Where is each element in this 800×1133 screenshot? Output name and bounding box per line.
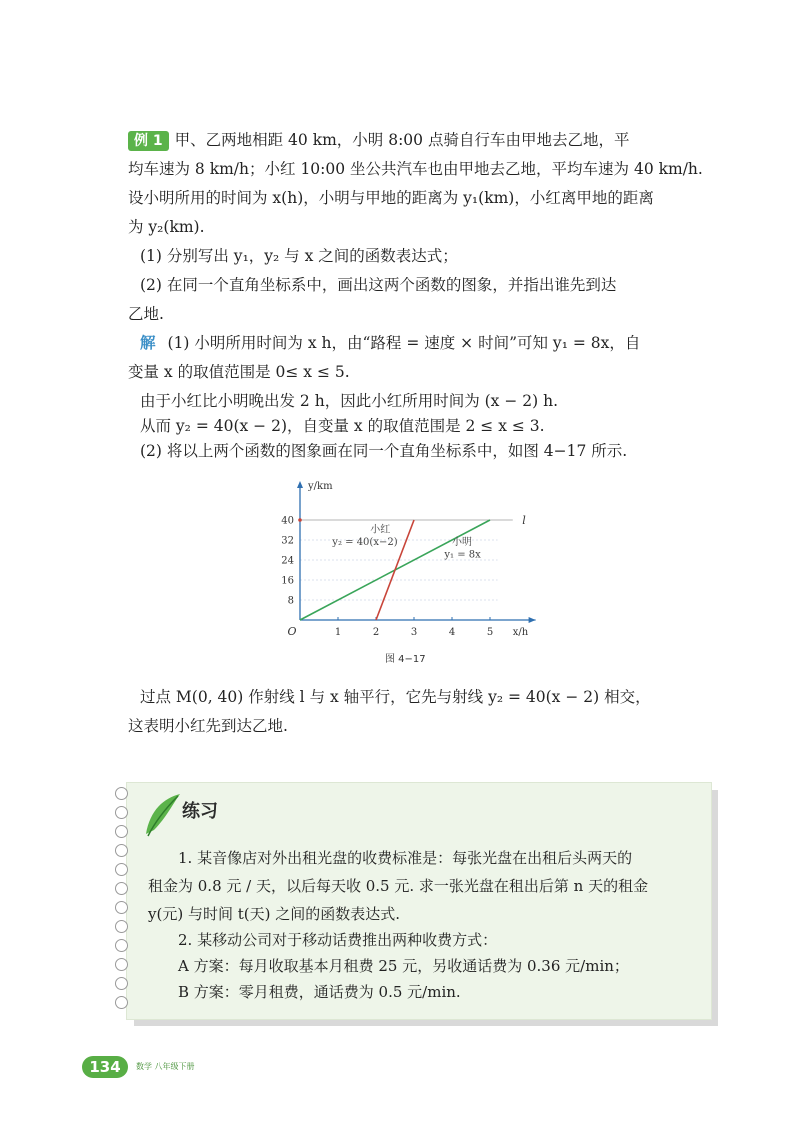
exercise-2-plan-a: A 方案：每月收取基本月租费 25 元，另收通话费为 0.36 元/min；: [178, 957, 629, 975]
question-2a: (2) 在同一个直角坐标系中，画出这两个函数的图象，并指出谁先到达: [140, 276, 617, 294]
x-tick-label: 4: [448, 627, 456, 638]
example-line-1: [128, 128, 629, 152]
x-axis-label: x/h: [512, 627, 529, 638]
binder-ring-icon: [115, 901, 128, 914]
solution-text-1: (1) 小明所用时间为 x h，由“路程 = 速度 × 时间”可知 y₁ = 8x，自: [167, 334, 641, 352]
binder-ring-icon: [115, 787, 128, 800]
figure-4-17-chart: [270, 475, 540, 645]
origin-label: O: [287, 625, 297, 638]
binder-ring-icon: [115, 996, 128, 1009]
x-axis-arrow-icon: [529, 617, 536, 623]
exercise-2-plan-b: B 方案：零月租费，通话费为 0.5 元/min.: [178, 983, 461, 1001]
binder-ring-icon: [115, 958, 128, 971]
y-tick-label: 16: [281, 575, 294, 587]
x-tick-label: 2: [372, 627, 380, 638]
exercise-title: 练习: [182, 801, 218, 822]
binder-ring-icon: [115, 825, 128, 838]
solution-line-1: [140, 331, 640, 355]
exercise-2-line-1: 2. 某移动公司对于移动话费推出两种收费方式：: [178, 931, 498, 949]
y-tick-label: 40: [281, 515, 294, 527]
example-line-2: 均车速为 8 km/h；小红 10:00 坐公共汽车也由甲地去乙地，平均车速为 40 km/h.: [128, 160, 703, 178]
example-line-3: 设小明所用的时间为 x(h)，小明与甲地的距离为 y₁(km)，小红离甲地的距离: [128, 189, 654, 207]
example-text-1: 甲、乙两地相距 40 km，小明 8:00 点骑自行车由甲地去乙地，平: [174, 131, 630, 149]
solution-line-2: 变量 x 的取值范围是 0≤ x ≤ 5.: [128, 363, 350, 381]
binder-ring-icon: [115, 806, 128, 819]
binder-ring-icon: [115, 844, 128, 857]
binder-ring-icon: [115, 882, 128, 895]
series-formula-xiaoming: y₁ = 8x: [444, 549, 481, 561]
leaf-icon: [140, 790, 184, 840]
figure-caption: 图 4−17: [385, 654, 426, 665]
series-formula-xiaohong: y₂ = 40(x−2): [332, 537, 398, 548]
exercise-1-line-3: y(元) 与时间 t(天) 之间的函数表达式.: [148, 905, 400, 923]
y-tick-label: 8: [287, 595, 294, 607]
solution-line-5: (2) 将以上两个函数的图象画在同一个直角坐标系中，如图 4−17 所示.: [140, 442, 628, 460]
exercise-1-line-2: 租金为 0.8 元 / 天，以后每天收 0.5 元. 求一张光盘在租出后第 n 天的租金: [148, 877, 649, 895]
binder-ring-icon: [115, 863, 128, 876]
y-tick-label: 32: [281, 535, 294, 547]
series-name-xiaohong: 小红: [370, 524, 391, 536]
solution-label: 解: [140, 333, 156, 352]
binder-ring-icon: [115, 920, 128, 933]
binder-ring-icon: [115, 977, 128, 990]
y-tick-label: 24: [281, 555, 294, 567]
x-tick-label: 5: [486, 627, 494, 638]
solution-line-4: 从而 y₂ = 40(x − 2)，自变量 x 的取值范围是 2 ≤ x ≤ 3.: [140, 417, 545, 435]
book-title: 数学 八年级下册: [136, 1062, 195, 1071]
ray-l-label: l: [522, 514, 526, 527]
y-axis-label: y/km: [308, 481, 333, 492]
question-1: (1) 分别写出 y₁，y₂ 与 x 之间的函数表达式；: [140, 247, 458, 265]
conclusion-line-2: 这表明小红先到达乙地.: [128, 717, 288, 735]
exercise-1-line-1: 1. 某音像店对外出租光盘的收费标准是：每张光盘在出租后头两天的: [178, 849, 633, 867]
question-2b: 乙地.: [128, 305, 164, 323]
example-line-4: 为 y₂(km).: [128, 218, 205, 236]
x-tick-label: 1: [334, 627, 342, 638]
series-name-xiaoming: 小明: [452, 537, 472, 548]
conclusion-line-1: 过点 M(0, 40) 作射线 l 与 x 轴平行，它先与射线 y₂ = 40(x − 2) 相交，: [140, 688, 651, 706]
binder-ring-icon: [115, 939, 128, 952]
point-m: [298, 518, 302, 522]
y-axis-arrow-icon: [297, 481, 303, 488]
page-number: 134: [82, 1056, 128, 1078]
example-badge: 例 1: [128, 131, 169, 151]
x-tick-label: 3: [410, 627, 418, 638]
solution-line-3: 由于小红比小明晚出发 2 h，因此小红所用时间为 (x − 2) h.: [140, 392, 559, 410]
